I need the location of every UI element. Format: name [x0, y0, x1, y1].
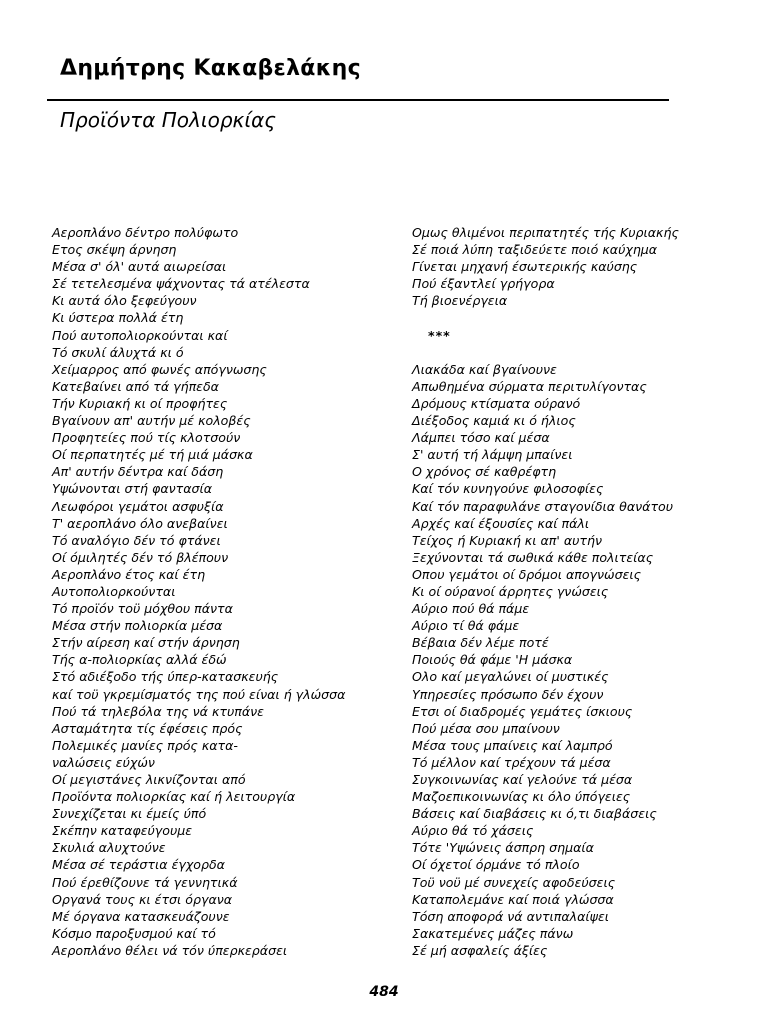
poem-line: Δρόμους κτίσματα ούρανό [412, 395, 581, 411]
poem-line: Κι αυτά όλο ξεφεύγουν [52, 293, 197, 309]
poem-line: Πολεμικές μανίες πρός κατα- [52, 737, 238, 753]
poem-line: Ο χρόνος σέ καθρέφτη [412, 464, 557, 480]
poem-line: Καί τόν κυνηγούνε φιλοσοφίες [412, 481, 604, 497]
poem-line: Διέξοδος καμιά κι ό ήλιος [412, 413, 576, 429]
poem-line: Πού μέσα σου μπαίνουν [412, 720, 560, 736]
poem-line: Οί όμιλητές δέν τό βλέπουν [52, 549, 229, 565]
poem-line: Τόση αποφορά νά αντιπαλαίψει [412, 908, 610, 924]
poem-line: Κατεβαίνει από τά γήπεδα [52, 378, 219, 394]
poem-line: Αύριο πού θά πάμε [412, 601, 530, 617]
poem-line: Αεροπλάνο δέντρο πολύφωτο [52, 225, 239, 240]
poem-line: Κόσμο παροξυσμού καί τό [52, 925, 216, 941]
poem-line: Οί όχετοί όρμάνε τό πλοίο [412, 857, 580, 873]
poem-column-right [412, 224, 757, 959]
poem-line: Λάμπει τόσο καί μέσα [412, 430, 550, 446]
poem-line: Τ' αεροπλάνο όλο ανεβαίνει [52, 515, 228, 531]
poem-line: Στήν αίρεση καί στήν άρνηση [52, 635, 240, 651]
title-rule [47, 99, 669, 101]
poem-line: Βάσεις καί διαβάσεις κι ό,τι διαβάσεις [412, 806, 657, 822]
poem-line: ναλώσεις εύχών [52, 754, 155, 770]
poem-line: Αεροπλάνο θέλει νά τόν ύπερκεράσει [52, 942, 288, 958]
poem-line: Στό αδιέξοδο τής ύπερ-κατασκευής [52, 669, 279, 685]
poem-line: Αύριο τί θά φάμε [412, 618, 520, 634]
poem-line: Λεωφόροι γεμάτοι ασφυξία [52, 498, 224, 514]
stanza-separator: *** [428, 327, 451, 343]
poem-line: Μέ όργανα κατασκευάζουνε [52, 908, 230, 924]
poem-line: Οπου γεμάτοι οί δρόμοι απογνώσεις [412, 566, 642, 582]
poem-line: Τείχος ή Κυριακή κι απ' αυτήν [412, 532, 603, 548]
poem-line: Πού έρεθίζουνε τά γεννητικά [52, 874, 238, 890]
poem-column-left [52, 224, 397, 959]
poem-line: Ετσι οί διαδρομές γεμάτες ίσκιους [412, 703, 633, 719]
poem-line: Μέσα σέ τεράστια έγχορδα [52, 857, 225, 873]
poem-line: Αύριο θά τό χάσεις [412, 823, 534, 839]
poem-line: Μέσα τους μπαίνεις καί λαμπρό [412, 737, 613, 753]
poem-line: Σέ ποιά λύπη ταξιδεύετε ποιό καύχημα [412, 242, 658, 258]
poem-line: Ποιούς θά φάμε 'Η μάσκα [412, 652, 573, 668]
poem-line: Μέσα σ' όλ' αυτά αιωρείσαι [52, 259, 227, 275]
poem-line: Τή βιοενέργεια [412, 293, 508, 309]
poem-line: Αυτοπολιορκούνται [52, 583, 176, 599]
poem-line: Υψώνονται στή φαντασία [52, 481, 213, 497]
poem-line: Τό μέλλον καί τρέχουν τά μέσα [412, 754, 611, 770]
poem-line: Τής α-πολιορκίας αλλά έδώ [52, 652, 227, 668]
poem-line: Απωθημένα σύρματα περιτυλίγοντας [412, 378, 647, 394]
poem-line: Ολο καί μεγαλώνει οί μυστικές [412, 669, 609, 685]
poem-line: Αρχές καί έξουσίες καί πάλι [412, 515, 590, 531]
poem-line: Τήν Κυριακή κι οί προφήτες [52, 395, 228, 411]
poem-line: Βγαίνουν απ' αυτήν μέ κολοβές [52, 413, 251, 429]
stanza-gap [412, 344, 757, 361]
poem-line: Υπηρεσίες πρόσωπο δέν έχουν [412, 686, 604, 702]
poem-line: Προϊόντα πολιορκίας καί ή λειτουργία [52, 789, 296, 805]
poem-line: Τό σκυλί άλυχτά κι ό [52, 344, 184, 360]
poem-line: Γίνεται μηχανή έσωτερικής καύσης [412, 259, 638, 275]
poem-line: Ξεχύνονται τά σωθικά κάθε πολιτείας [412, 549, 654, 565]
poem-line: Πού αυτοπολιορκούνται καί [52, 327, 228, 343]
poem-line: Τό αναλόγιο δέν τό φτάνει [52, 532, 221, 548]
poem-line: Λιακάδα καί βγαίνουνε [412, 361, 557, 377]
poem-line: Τό προϊόν τοϋ μόχθου πάντα [52, 601, 233, 617]
poem-line: Οργανά τους κι έτσι όργανα [52, 891, 233, 907]
poem-line: Σέ τετελεσμένα ψάχνοντας τά ατέλεστα [52, 276, 310, 292]
poem-line: Οί περπατητές μέ τή μιά μάσκα [52, 447, 253, 463]
poem-line: Κι οί ούρανοί άρρητες γνώσεις [412, 583, 609, 599]
poem-line: Τοϋ νοϋ μέ συνεχείς αφοδεύσεις [412, 874, 616, 890]
poem-line: Σκέπην καταφεύγουμε [52, 823, 193, 839]
poem-title: Προϊόντα Πολιορκίας [60, 108, 277, 132]
poem-line: Χείμαρρος από φωνές απόγνωσης [52, 361, 267, 377]
stanza-gap [412, 309, 757, 326]
poem-line: Καταπολεμάνε καί ποιά γλώσσα [412, 891, 614, 907]
poem-line: Συγκοινωνίας καί γελούνε τά μέσα [412, 772, 633, 787]
poem-line: Βέβαια δέν λέμε ποτέ [412, 635, 549, 651]
poem-line: Αεροπλάνο έτος καί έτη [52, 566, 206, 582]
poem-line: Οί μεγιστάνες λικνίζονται από [52, 772, 246, 787]
poem-line: Μαζοεπικοινωνίας κι όλο ύπόγειες [412, 789, 631, 805]
poem-line: Ετος σκέψη άρνηση [52, 242, 177, 258]
poem-line: Ασταμάτητα τίς έφέσεις πρός [52, 720, 243, 736]
poem-line: Πού έξαντλεί γρήγορα [412, 276, 555, 292]
author-name: Δημήτρης Κακαβελάκης [60, 56, 361, 81]
poem-line: Προφητείες πού τίς κλοτσούν [52, 430, 241, 446]
poem-line: Κι ύστερα πολλά έτη [52, 310, 184, 326]
poem-line: Μέσα στήν πολιορκία μέσα [52, 618, 223, 634]
poem-line: Καί τόν παραφυλάνε σταγονίδια θανάτου [412, 498, 674, 514]
poem-line: Τότε 'Υψώνεις άσπρη σημαία [412, 840, 594, 856]
poem-line: Ομως θλιμένοι περιπατητές τής Κυριακής [412, 225, 679, 240]
poem-line: Σ' αυτή τή λάμψη μπαίνει [412, 447, 573, 463]
poem-line: καί τοϋ γκρεμίσματός της πού είναι ή γλώσσα [52, 686, 346, 702]
poem-line: Σέ μή ασφαλείς άξίες [412, 942, 548, 958]
poem-line: Συνεχίζεται κι έμείς ύπό [52, 806, 207, 822]
page-number: 484 [369, 984, 399, 1000]
poem-line: Σακατεμένες μάζες πάνω [412, 925, 574, 941]
poem-line: Απ' αυτήν δέντρα καί δάση [52, 464, 224, 480]
poem-line: Πού τά τηλεβόλα της νά κτυπάνε [52, 703, 264, 719]
poem-line: Σκυλιά αλυχτούνε [52, 840, 166, 856]
